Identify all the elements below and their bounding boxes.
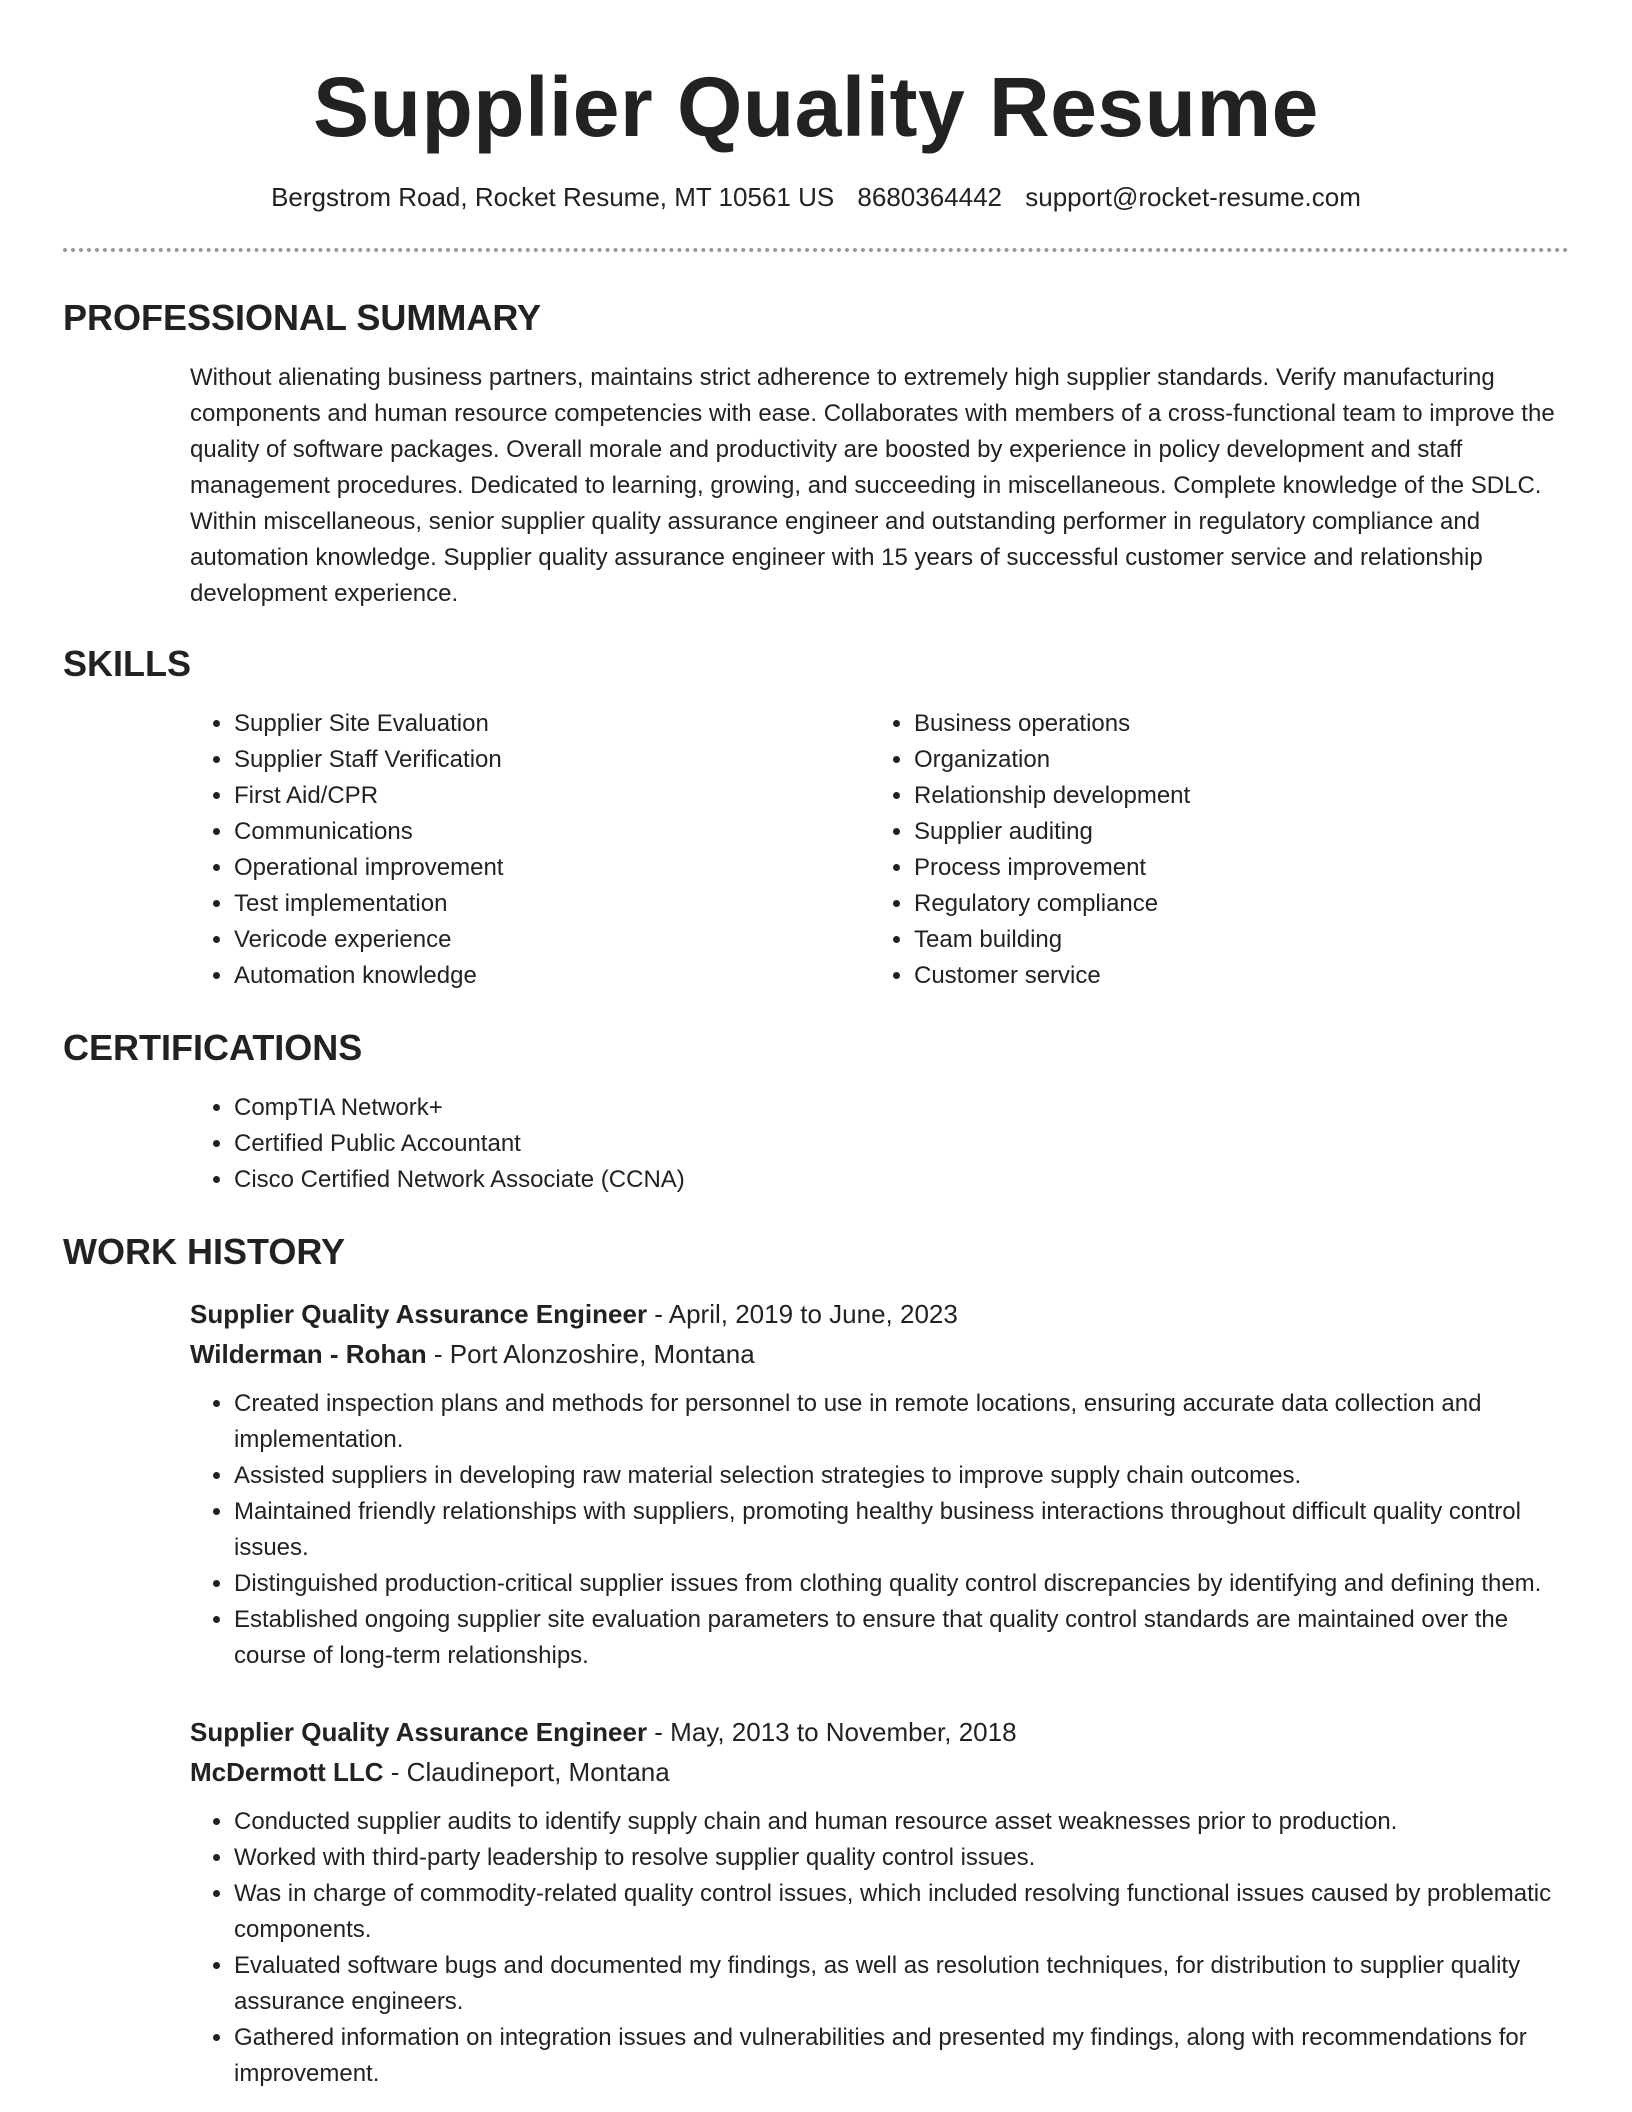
- job-dates: - April, 2019 to June, 2023: [647, 1299, 958, 1329]
- job-role: Supplier Quality Assurance Engineer: [190, 1717, 648, 1747]
- summary-heading: PROFESSIONAL SUMMARY: [63, 297, 542, 338]
- skill-item: • Supplier Staff Verification: [234, 742, 870, 778]
- job-bullets: [190, 1386, 1569, 1674]
- job-company-line: [190, 1334, 1569, 1374]
- job-bullet: • Was in charge of commodity-related quality control issues, which included resolving functional issues caused by problematic components.: [234, 1876, 1569, 1948]
- job-location: - Claudineport, Montana: [383, 1757, 670, 1787]
- skills-right-column: [870, 706, 1550, 994]
- job-bullet: • Evaluated software bugs and documented my findings, as well as resolution techniques, for distribution to supplier quality assurance engineers.: [234, 1948, 1569, 2020]
- job-company-line: [190, 1752, 1569, 1792]
- certifications-list: [190, 1090, 1569, 1198]
- skill-item: • Vericode experience: [234, 922, 870, 958]
- job-role: Supplier Quality Assurance Engineer: [190, 1299, 648, 1329]
- skill-item: • Supplier Site Evaluation: [234, 706, 870, 742]
- job-bullet: • Distinguished production-critical supplier issues from clothing quality control discrepancies by identifying and defining them.: [234, 1566, 1569, 1602]
- job-entry: [190, 1294, 1569, 1674]
- work-history-heading: WORK HISTORY: [63, 1231, 346, 1272]
- job-company: Wilderman - Rohan: [190, 1339, 427, 1369]
- skill-item: • Organization: [914, 742, 1550, 778]
- job-bullets: [190, 1804, 1569, 2092]
- skills-columns: [190, 706, 1569, 994]
- contact-line: [63, 180, 1569, 214]
- job-bullet: • Created inspection plans and methods for personnel to use in remote locations, ensuring accurate data collection and implementation.: [234, 1386, 1569, 1458]
- skill-item: • Automation knowledge: [234, 958, 870, 994]
- skill-item: • Operational improvement: [234, 850, 870, 886]
- skill-item: • Test implementation: [234, 886, 870, 922]
- job-title-line: [190, 1712, 1569, 1752]
- skill-item: • First Aid/CPR: [234, 778, 870, 814]
- certification-item: • Certified Public Accountant: [234, 1126, 1569, 1162]
- job-title-line: [190, 1294, 1569, 1334]
- contact-address: Bergstrom Road, Rocket Resume, MT 10561 US: [271, 182, 835, 212]
- skill-item: • Supplier auditing: [914, 814, 1550, 850]
- job-bullet: • Assisted suppliers in developing raw material selection strategies to improve supply chain outcomes.: [234, 1458, 1569, 1494]
- certifications-heading: CERTIFICATIONS: [63, 1027, 363, 1068]
- job-dates: - May, 2013 to November, 2018: [647, 1717, 1017, 1747]
- job-company: McDermott LLC: [190, 1757, 384, 1787]
- contact-email: support@rocket-resume.com: [1025, 182, 1361, 212]
- skill-item: • Relationship development: [914, 778, 1550, 814]
- header-divider: [63, 248, 1569, 252]
- certifications-section: [63, 1026, 1569, 1198]
- certification-item: • Cisco Certified Network Associate (CCNA): [234, 1162, 1569, 1198]
- job-bullet: • Maintained friendly relationships with suppliers, promoting healthy business interactions throughout difficult quality control issues.: [234, 1494, 1569, 1566]
- summary-text: Without alienating business partners, maintains strict adherence to extremely high supplier standards. Verify manufacturing components and human resource competencies with ease. Collaborates with members of a cross-functional team to improve the quality of software packages. Overall morale and productivity are boosted by experience in policy development and staff management procedures. Dedicated to learning, growing, and succeeding in miscellaneous. Complete knowledge of the SDLC. Within miscellaneous, senior supplier quality assurance engineer and outstanding performer in regulatory compliance and automation knowledge. Supplier quality assurance engineer with 15 years of successful customer service and relationship development experience.: [190, 364, 1555, 607]
- summary-section: [63, 296, 1569, 612]
- job-bullet: • Worked with third-party leadership to resolve supplier quality control issues.: [234, 1840, 1569, 1876]
- skill-item: • Business operations: [914, 706, 1550, 742]
- job-bullet: • Established ongoing supplier site evaluation parameters to ensure that quality control standards are maintained over the course of long-term relationships.: [234, 1602, 1569, 1674]
- certification-item: • CompTIA Network+: [234, 1090, 1569, 1126]
- skills-left-column: [190, 706, 870, 994]
- skill-item: • Team building: [914, 922, 1550, 958]
- job-bullet: • Conducted supplier audits to identify supply chain and human resource asset weaknesses prior to production.: [234, 1804, 1569, 1840]
- work-history-section: [63, 1230, 1569, 2092]
- resume-title: Supplier Quality Resume: [313, 60, 1319, 154]
- skill-item: • Customer service: [914, 958, 1550, 994]
- skill-item: • Regulatory compliance: [914, 886, 1550, 922]
- skill-item: • Process improvement: [914, 850, 1550, 886]
- job-bullet: • Gathered information on integration issues and vulnerabilities and presented my findings, along with recommendations for improvement.: [234, 2020, 1569, 2092]
- skills-heading: SKILLS: [63, 643, 192, 684]
- job-location: - Port Alonzoshire, Montana: [426, 1339, 755, 1369]
- skill-item: • Communications: [234, 814, 870, 850]
- contact-phone: 8680364442: [857, 182, 1003, 212]
- job-entry: [190, 1712, 1569, 2092]
- skills-section: [63, 642, 1569, 994]
